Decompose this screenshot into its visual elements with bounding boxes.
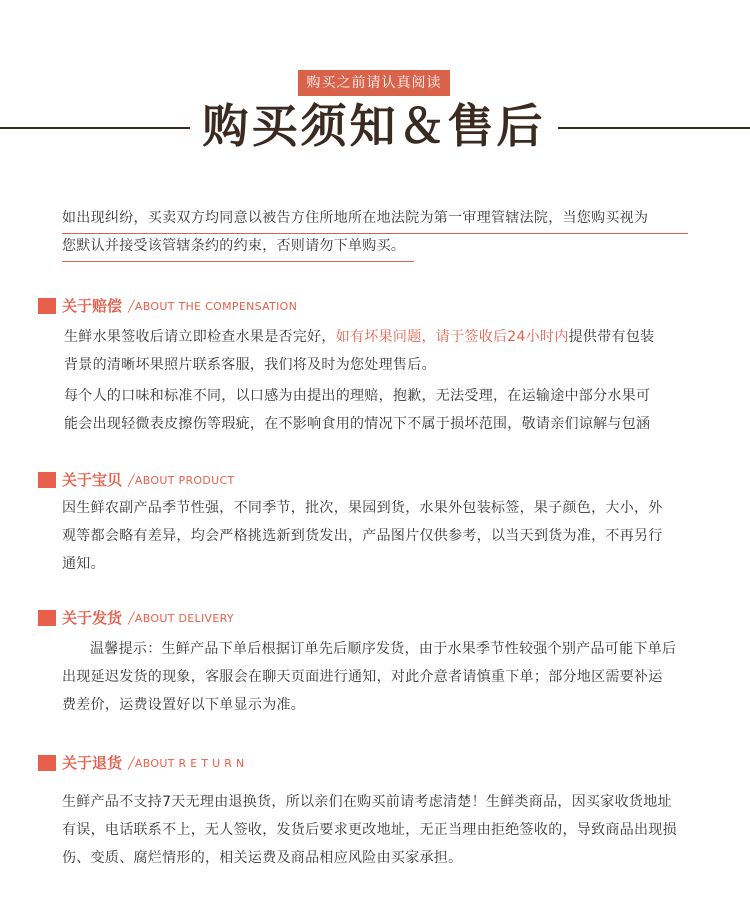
section-marker (38, 472, 56, 488)
notice-line: 您默认并接受该管辖条约的约束，否则请勿下单购买。 (62, 234, 414, 262)
paragraph-line: 出现延迟发货的现象，客服会在聊天页面进行通知，对此介意者请慎重下单；部分地区需要补运 (62, 669, 663, 685)
section-title-en: ╱ABOUT DELIVERY (128, 612, 234, 625)
compensation-paragraph-1 (64, 323, 654, 379)
section-title-en: ╱ABOUT THE COMPENSATION (128, 300, 298, 313)
paragraph-line: 伤、变质、腐烂情形的，相关运费及商品相应风险由买家承担。 (62, 850, 463, 866)
notice-line: 如出现纠纷，买卖双方均同意以被告方住所地所在地法院为第一审理管辖法院，当您购买视为 (62, 206, 688, 234)
title-rule-left (0, 127, 190, 129)
paragraph-line: 因生鲜农副产品季节性强，不同季节，批次，果园到货，水果外包装标签，果子颜色，大小，外 (62, 500, 663, 516)
delivery-paragraph (62, 635, 676, 719)
text-span: 生鲜水果签收后请立即检查水果是否完好， (64, 329, 336, 345)
section-title-zh: 关于退货 (62, 754, 123, 772)
section-title-zh: 关于宝贝 (62, 471, 123, 489)
section-title-zh: 关于发货 (62, 609, 123, 627)
paragraph-line: 生鲜产品不支持7天无理由退换货，所以亲们在购买前请考虑清楚！生鲜类商品，因买家收货地址 (62, 794, 672, 810)
top-badge: 购买之前请认真阅读 (298, 70, 450, 96)
section-title-en: ╱ABOUT R E T U R N (128, 757, 245, 770)
section-marker (38, 755, 56, 771)
paragraph-line: 费差价，运费设置好以下单显示为准。 (62, 697, 306, 713)
paragraph-line: 每个人的口味和标准不同，以口感为由提出的理赔，抱歉，无法受理，在运输途中部分水果可 (64, 388, 651, 404)
section-marker (38, 298, 56, 314)
section-title-en: ╱ABOUT PRODUCT (128, 474, 235, 487)
paragraph-line: 背景的清晰坏果照片联系客服，我们将及时为您处理售后。 (64, 357, 436, 373)
paragraph-line (64, 323, 654, 351)
highlight-text: 如有坏果问题，请于签收后24小时内 (335, 329, 569, 345)
text-span: 提供带有包装 (568, 329, 655, 345)
section-title-zh: 关于赔偿 (62, 297, 123, 315)
paragraph-line: 温馨提示：生鲜产品下单后根据订单先后顺序发货，由于水果季节性较强个别产品可能下单后 (90, 641, 677, 657)
section-marker (38, 610, 56, 626)
paragraph-line: 有误，电话联系不上，无人签收，发货后要求更改地址，无正当理由拒绝签收的，导致商品出现损 (62, 822, 677, 838)
paragraph-line: 通知。 (62, 556, 105, 572)
title-rule-right (558, 127, 750, 129)
dispute-notice (62, 206, 688, 262)
paragraph-line: 能会出现轻微表皮擦伤等瑕疵，在不影响食用的情况下不属于损坏范围，敬请亲们谅解与包涵 (64, 416, 651, 432)
compensation-paragraph-2 (64, 382, 650, 438)
page-title: 购买须知＆售后 (202, 99, 546, 153)
product-paragraph (62, 494, 663, 578)
paragraph-line: 观等都会略有差异，均会严格挑选新到货发出，产品图片仅供参考，以当天到货为准，不再另行 (62, 528, 663, 544)
return-paragraph (62, 788, 677, 872)
